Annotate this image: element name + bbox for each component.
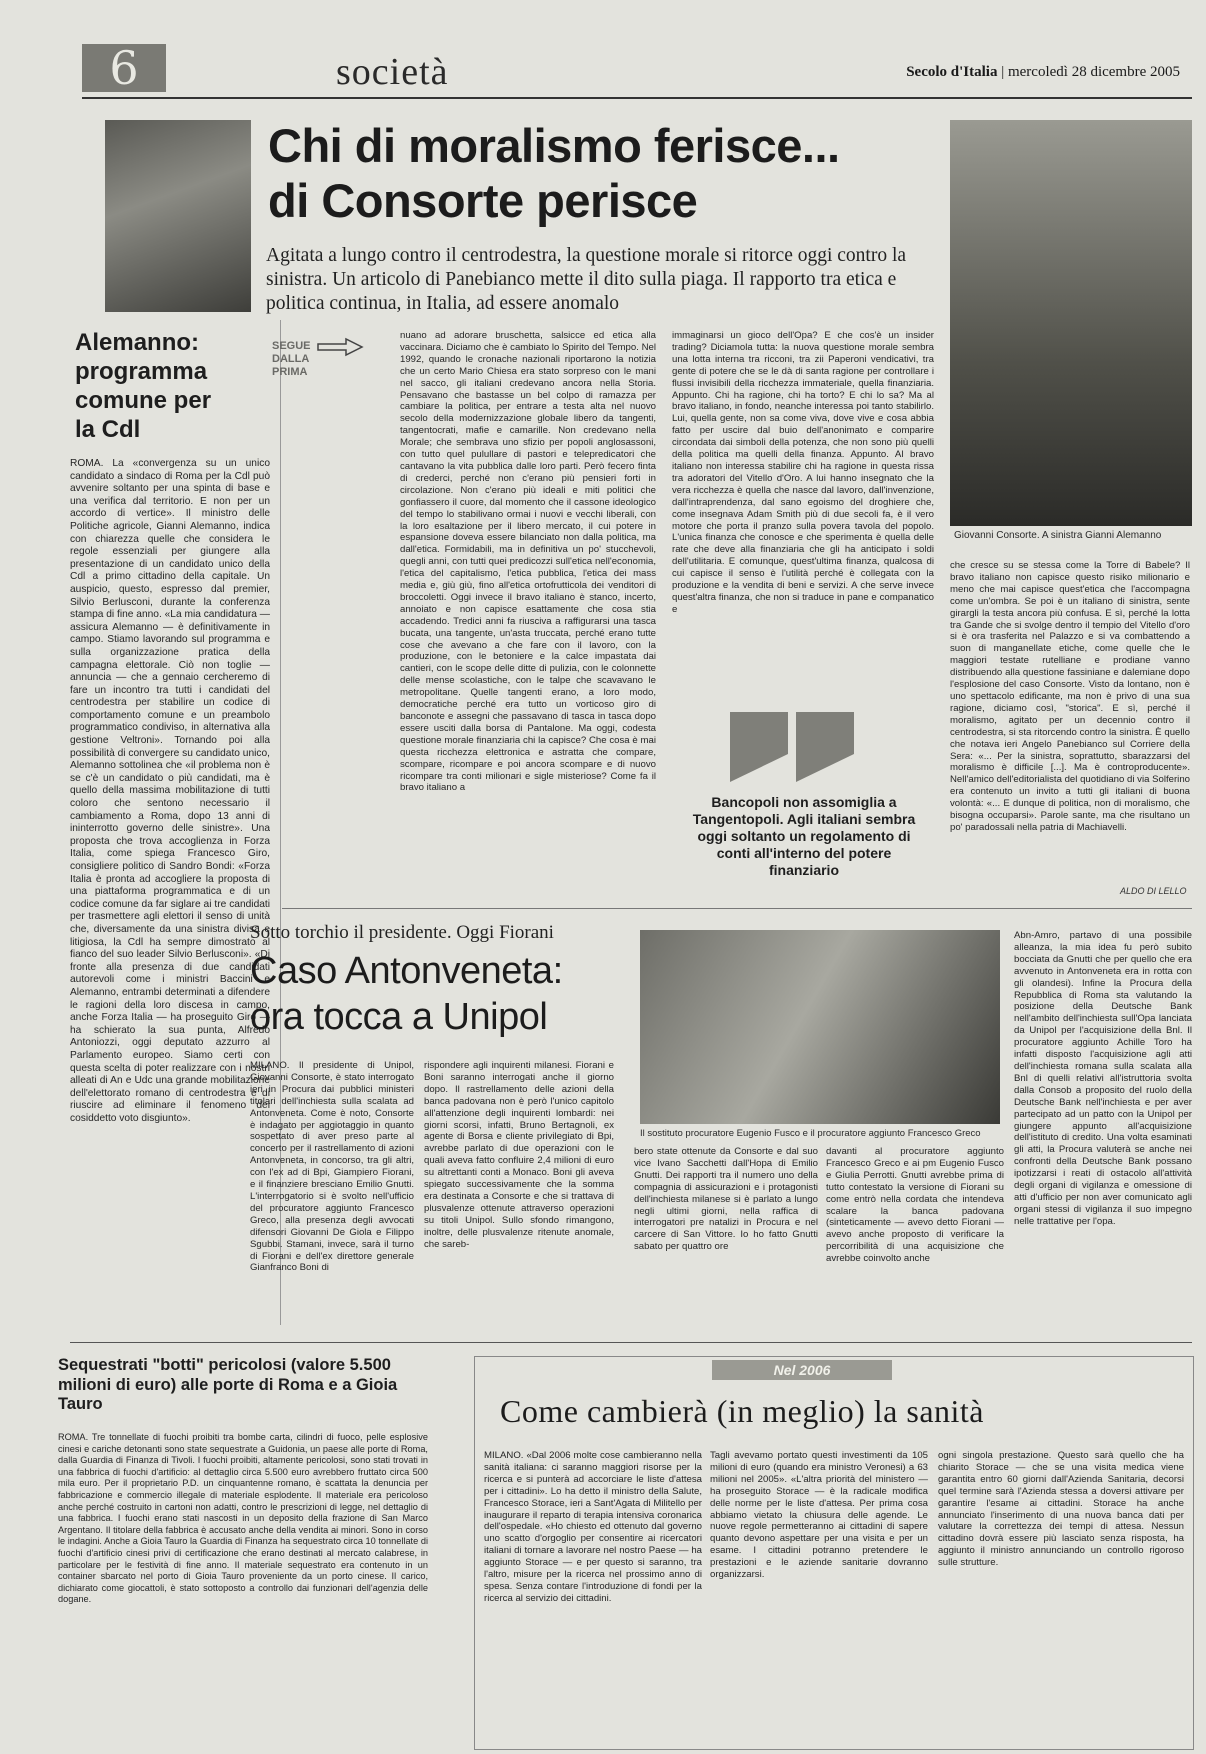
main-story-col2: immaginarsi un gioco dell'Opa? E che cos'è un insider trading? Diciamola tutta: la nuova questione morale sembra una lotta interna tra ricconi, tra zii Paperoni vendicativi, tra gente di potere che se le dà di santa ragione per controllare i flussi invisibili della ricchezza immateriale, quella finanziaria. Appunto. Chi ha ragione, chi ha torto? E chi lo sa? Ma al bravo italiano, in fondo, neanche interessa poi tanto stabilirlo. Lui, quella gente, non sa come viva, dove vive e cosa abbia fatto per uscire dal buio dell'anonimato e comparire circondata dai simboli della potenza, che non sono più quelli della politica ma quelli della finanza. Appunto. Al bravo italiano non interessa stabilire chi ha ragione in questa rissa tra adoratori del Vitello d'Oro. A lui hanno insegnato che la vera ricchezza è quella che nasce dal lavoro, dall'invenzione, dall'intraprendenza, dal sano egoismo del droghiere che, come insegnava Adam Smith più di due secoli fa, è il vero motore che porta il pranzo sulla povera tavola del popolo. L'unica finanza che conosce e che sperimenta è quella delle rate che deve alla finanziaria che gli ha anticipato i soldi dell'utilitaria. E comunque, quest'ultima finanza, qualcosa di cui capisce il senso è l'utilità perché è collegata con la produzione e la vendita di beni e servizi. A che serve invece quest'altra finanza, che non si traduce in pane e companatico e bbox=[672, 330, 934, 615]
main-story-col1: nuano ad adorare bruschetta, salsicce ed etica alla vaccinara. Diciamo che è cambiato lo Spirito del Tempo. Nel 1992, quando le cronache nazionali riportarono la notizia che un certo Mario Chiesa era stato sorpreso con le mani nel sacco, gli italiani credevano ancora nella Storia. Pensavano che bastasse un bel colpo di ramazza per cambiare la politica, per entrare a testa alta nel nuovo secolo della modernizzazione globale libero da tangenti, tangentocrati, mafie e camarille. Non credevano nella Morale; che sembrava uno sfizio per popoli anglosassoni, con tutto quel pulullare di pastori e telepredicatori che cantavano la vita pubblica dalle loro parti. Però fecero finta di crederci, perché non c'erano più pensieri forti in circolazione. Non c'erano più ideali e miti politici che gonfiassero il cuore, dal momento che il cassone ideologico del tempo lo stabilivano ormai i nuovi e vecchi liberali, con la loro esaltazione per il libero mercato, il cui potere in espansione doveva essere bilanciato non dalla politica, ma dall'etica. Formidabili, ma in definitiva un po' stucchevoli, quegli anni, con tutti quei predicozzi sull'etica nell'economia, l'etica del capitalismo, l'etica pubblica, l'etica dei mass media e, giù giù, fino all'etica ortofrutticola dei venditori di broccoletti. Oggi invece il bravo italiano è stanco, incerto, annoiato e non capisce esattamente che cosa stia accadendo. Tredici anni fa riusciva a raffigurarsi una tasca bucata, una tangente, un'asta truccata, perché erano tutte cose che avevano a che fare con il lavoro, con la produzione, con le betoniere e la calce impastata dai cantieri, con le scope delle ditte di pulizia, con le colonnette delle mense scolastiche, con le talpe che scavavano le metropolitane. Quelle tangenti erano, a loro modo, democratiche perché era tutto un vorticoso giro di banconote e assegni che passavano di tasca in tasca dopo essere usciti dalla borsa di Pantalone. Ma oggi, codesta questione morale finanziaria chi la capisce? Che cosa è mai questa ricchezza elettronica e astratta che compare, scompare, ricompare e poi ancora scompare e di nuovo ricompare tra conti milionari e sigle misteriose? Come fa il bravo italiano a bbox=[400, 330, 656, 794]
health-col2: Tagli avevamo portato questi investimenti da 105 milioni di euro (quando era ministro Veronesi) a 63 milioni nel 2005». «L'altra priorità del ministero — ha proseguito Storace — è la radicale modifica delle norme per le liste d'attesa. Per prima cosa abbiamo vietato la chiusura delle agende. Le nuove regole permetteranno ai cittadini di sapere quanto devono aspettare per una visita e per un esame. I cittadini potranno pretendere le prestazioni e le aziende sanitarie dovranno organizzarsi. bbox=[710, 1450, 928, 1581]
main-headline-line2: di Consorte perisce bbox=[268, 174, 698, 227]
follow-label: SEGUE DALLA PRIMA bbox=[272, 340, 311, 378]
masthead-divider: | bbox=[1001, 64, 1008, 80]
follow-arrow-icon bbox=[316, 336, 364, 358]
prosecutors-photo-caption: Il sostituto procuratore Eugenio Fusco e il procuratore aggiunto Francesco Greco bbox=[640, 1128, 981, 1139]
consorte-photo bbox=[950, 120, 1192, 526]
paper-name: Secolo d'Italia bbox=[906, 64, 998, 80]
health-tag: Nel 2006 bbox=[712, 1360, 892, 1380]
consorte-photo-caption: Giovanni Consorte. A sinistra Gianni Alemanno bbox=[954, 530, 1162, 541]
health-col3: ogni singola prestazione. Questo sarà quello che ha chiarito Storace — che se una visita medica viene garantita entro 60 giorni dall'Azienda Sanitaria, decorsi quel termine sarà l'Azienda stessa a doversi attivare per garantire l'esame ai cittadini. Storace ha anche annunciato l'inserimento di una nuova banca dati per valutare la correttezza dei tempi di attesa. Nessun cittadino dovrà essere più lasciato senza risposta, ha aggiunto il ministro annunciando un controllo rigoroso sulle strutture. bbox=[938, 1450, 1184, 1569]
page-number: 6 bbox=[82, 44, 166, 92]
section-title: società bbox=[336, 51, 449, 93]
fireworks-headline: Sequestrati "botti" pericolosi (valore 5.500 milioni di euro) alle porte di Roma e a Gioia Tauro bbox=[58, 1356, 398, 1413]
antonveneta-headline-line1: Caso Antonveneta: bbox=[250, 950, 563, 992]
left-story-body: ROMA. La «convergenza su un unico candidato a sindaco di Roma per la Cdl può avvenire soltanto per una spinta di base e una verifica dal territorio. E non per un accordo di vertice». Il ministro delle Politiche agricole, Gianni Alemanno, indica con chiarezza quelle che considera le regole essenziali per giungere alla presentazione di un candidato unico della Cdl a primo cittadino della capitale. Un auspicio, questo, espresso dal premier, Silvio Berlusconi, durante la conferenza stampa di fine anno. «La mia candidatura — assicura Alemanno — è definitivamente in campo. Stiamo lavorando sul programma e sulla organizzazione pratica della campagna elettorale. Ciò non toglie — annuncia — che a gennaio cercheremo di fare un incontro tra tutti i candidati del centrodestra per stabilire un codice di comportamento comune e un preambolo programmatico condiviso, in alternativa alla gestione Veltroni». Tornando poi alla possibilità di convergere su candidato unico, Alemanno sottolinea che «il problema non è se c'è un candidato o più candidati, ma è quello della massima mobilitazione di tutti coloro che sentono necessario il cambiamento a Roma, dopo 13 anni di ininterrotto governo delle sinistre». Una proposta che trova accoglienza in Forza Italia, come spiega Francesco Giro, consigliere politico di Sandro Bondi: «Forza Italia è pronta ad accogliere la proposta di una piattaforma programmatica e di un codice comune da far siglare ai tre candidati per trasmettere agli elettori il senso di unità che, diversamente da una sinistra divisa e litigiosa, la Cdl ha sempre dimostrato al fianco del suo leader Silvio Berlusconi». «Di fronte alla presenza di due candidati autorevoli come i ministri Baccini e Alemanno, entrambi determinati a difendere le ragioni della loro discesa in campo, anche Forza Italia — ha proseguito Giro — ha schierato la sua punta, Alfredo Antoniozzi, oggi deputato azzurro al Parlamento europeo. Siamo certi con questa scelta di poter realizzare con i nostri alleati di An e Udc una grande mobilitazione dell'elettorato romano di centrodestra e di riuscire ad eliminare il fenomeno del cosiddetto voto disgiunto». bbox=[70, 458, 270, 1124]
antonveneta-headline-line2: ora tocca a Unipol bbox=[250, 996, 548, 1038]
health-col1: MILANO. «Dal 2006 molte cose cambieranno nella sanità italiana: ci saranno maggiori risorse per la ricerca e si punterà ad accorciare le liste d'attesa per i cittadini». Lo ha detto il ministro della Salute, Francesco Storace, ieri a Sant'Agata di Militello per inaugurare il reparto di terapia intensiva coronarica dell'ospedale. «Ho chiesto ed ottenuto dal governo uno scatto d'orgoglio per consentire ai ricercatori italiani di tornare a lavorare nel nostro Paese — ha aggiunto Storace — e per questo si saranno, tra l'altro, misure per la ricerca nel prossimo anno di spesa. Senza contare l'introduzione di fondi per la ricerca al servizio dei cittadini. bbox=[484, 1450, 702, 1604]
quote-mark-icon-2 bbox=[796, 712, 854, 782]
main-headline-line1: Chi di moralismo ferisce... bbox=[268, 119, 840, 172]
main-story-col3: che cresce su se stessa come la Torre di Babele? Il bravo italiano non capisce questo risiko milionario e meno che mai capisce quest'etica che l'accompagna come un'ombra. Se poi è un italiano di sinistra, sente girargli la testa ancora più confusa. E sì, perché la lotta tra Gande che si svolge dentro il tempio del Vitello d'oro si è ora trasferita nel Palazzo e si va combattendo a suon di manganellate etiche, come quelle che le maggiori testate rutelliane e prodiane vanno distribuendo alla questione fassiniane e dalemiane dopo l'esplosione del caso Consorte. Visto da lontano, non è uno spettacolo edificante, ma non è privo di una sua ragione, diciamo così, "storica". E sì, perché il moralismo, agitato per un decennio contro il centrodestra, si sta ritorcendo contro la sinistra. È quello che notava ieri Angelo Panebianco sul Corriere della Sera: «... Per la sinistra, soprattutto, sbarazzarsi del moralismo è difficile [...]. Ma è controproducente». Nell'amico dell'editorialista del quotidiano di via Solferino era contenuto un invito a tutti gli italiani di buona volontà: «... E dunque di politica, non di moralismo, che bisogna occuparsi». Parole sante, ma che risultano un po' paradossali nella patria di Machiavelli. bbox=[950, 560, 1190, 833]
prosecutors-photo bbox=[640, 930, 1000, 1124]
main-headline bbox=[268, 118, 948, 228]
quote-mark-icon bbox=[730, 712, 788, 782]
health-headline: Come cambierà (in meglio) la sanità bbox=[500, 1393, 984, 1429]
left-headline: Alemanno: programma comune per la Cdl bbox=[75, 329, 212, 443]
antonveneta-kicker: Sotto torchio il presidente. Oggi Fiorani bbox=[250, 922, 554, 943]
pullquote: Bancopoli non assomiglia a Tangentopoli. Agli italiani sembra oggi soltanto un regolamento di conti all'interno del potere finanziario bbox=[692, 794, 916, 878]
antonveneta-col4: davanti al procuratore aggiunto Francesco Greco e ai pm Eugenio Fusco e Giulia Perrotti. Gnutti avrebbe prima di tutto contestato la versione di Fiorani su come entrò nella cordata che intendeva scalare la banca padovana (sinteticamente — avevo detto Fiorani — avevo anche proposto di verificare la percorribilità di una acquisizione che avrebbe coinvolto anche bbox=[826, 1146, 1004, 1265]
antonveneta-col3: bero state ottenute da Consorte e dal suo vice Ivano Sacchetti dall'Hopa di Emilio Gnutti. Dei rapporti tra il numero uno della compagnia di assicurazioni e i protagonisti dell'inchiesta milanese si è parlato a lungo negli ultimi giorni, nella raffica di interrogatori pre natalizi in Procura e nel carcere di San Vittore. Io ho fatto Gnutti sabato per quattro ore bbox=[634, 1146, 818, 1253]
bottom-divider bbox=[70, 1342, 1192, 1343]
header-rule bbox=[82, 97, 1192, 99]
antonveneta-col2: rispondere agli inquirenti milanesi. Fiorani e Boni saranno interrogati anche il giorno dopo. Il rastrellamento delle azioni della banca padovana non è però l'unico capitolo all'attenzione degli inquirenti lombardi: nei giorni scorsi, infatti, Bruno Bertagnoli, ex agente di Borsa e cliente privilegiato di Bpi, avrebbe parlato di due operazioni con le quali aveva fatto confluire 2,4 milioni di euro su altrettanti conti a Monaco. Boni gli aveva spiegato successivamente che la somma era destinata a Consorte e che si trattava di plusvalenze ottenute attraverso operazioni su titoli Unipol. Sullo sfondo rimangono, inoltre, delle plusvalenze ritenute anomale, che sareb- bbox=[424, 1060, 614, 1250]
masthead bbox=[906, 64, 1180, 81]
section-divider bbox=[282, 908, 1192, 909]
fireworks-body: ROMA. Tre tonnellate di fuochi proibiti tra bombe carta, cilindri di fuoco, pelle esplosive cinesi e cariche detonanti sono state sequestrate a Guidonia, un paese alle porte di Roma, dalla Guardia di Finanza di Tivoli. I fuochi proibiti, altamente pericolosi, sono stati trovati in una fabbrica di fuochi d'artificio: al dettaglio circa 5.500 euro avrebbero fruttato circa 500 mila euro. Per il proprietario P.D. un cinquantenne romano, è scattata la denuncia per fabbricazione e commercio illegale di materiale esplodente. Il materiale era pericoloso anche perché costruito in cartoni non adatti, contro le prescrizioni di legge, nel dettaglio di una fabbrica. I fuochi erano stati nascosti in un deposito della frazione di San Marco Argentano. Il titolare della fabbrica è accusato anche della vendita ai minori. Sono in corso le indagini. Anche a Gioia Tauro la Guardia di Finanza ha sequestrato circa 10 tonnellate di fuochi d'artificio cinesi privi di certificazione che erano destinati al mercato calabrese, in particolare per le festività di fine anno. Il materiale sequestrato era contenuto in un container sbarcato nel porto di Gioia Tauro proveniente da un porto cinese. Il carico, dichiarato come giocattoli, è stato sottoposto a controllo dai funzionari dell'agenzia delle dogane. bbox=[58, 1432, 428, 1605]
main-deck: Agitata a lungo contro il centrodestra, la questione morale si ritorce oggi contro la sinistra. Un articolo di Panebianco mette il dito sulla piaga. Il rapporto tra etica e politica continua, in Italia, ad essere anomalo bbox=[266, 245, 907, 314]
antonveneta-col5: Abn-Amro, partavo di una possibile alleanza, la mia idea fu però subito bocciata da Gnutti che per quello che era avvenuto in Antonveneta era in rotta con gli olandesi). Infine la Procura della Repubblica di Roma sta valutando la posizione della Deutsche Bank nell'ambito dell'inchiesta sull'Opa lanciata da Unipol per l'acquisizione della Bnl. Il procuratore aggiunto Achille Toro ha infatti disposto l'acquisizione agli atti dell'inchiesta romana sulla scalata alla Bnl di quelli relativi all'istruttoria svolta dalla Consob a proposito del ruolo della Deutsche Bank nell'inchiesta e per aver partecipato ad un patto con la Unipol per giungere appunto all'acquisizione dell'istituto di credito. Una volta esaminati gli atti, la Procura valuterà se anche nei confronti della Deutsche Bank possano ipotizzarsi i reati di ostacolo all'attività degli organi di vigilanza e omessione di atti d'ufficio per non aver comunicato agli organi stessi di vigilanza il suo impegno nelle trattative per l'opa. bbox=[1014, 930, 1192, 1227]
main-byline: ALDO DI LELLO bbox=[1120, 886, 1187, 896]
antonveneta-headline bbox=[250, 948, 630, 1040]
issue-date: mercoledì 28 dicembre 2005 bbox=[1007, 64, 1180, 80]
antonveneta-col1: MILANO. Il presidente di Unipol, Giovanni Consorte, è stato interrogato ieri in Procura dai pubblici ministeri titolari dell'inchiesta sulla scalata ad Antonveneta. Come è noto, Consorte è indagato per aggiotaggio in quanto sospettato di aver preso parte al concerto per il rastrellamento di azioni Antonveneta, in concorso, tra gli altri, con l'ex ad di Bpi, Giampiero Fiorani, e il finanziere bresciano Emilio Gnutti. L'interrogatorio si è svolto nell'ufficio del procuratore aggiunto Francesco Greco, alla presenza degli avvocati difensori Giovanni De Giola e Filippo Sgubbi. Stamani, invece, sarà il turno di Fiorani e dell'ex direttore generale Gianfranco Boni di bbox=[250, 1060, 414, 1274]
alemanno-photo bbox=[105, 120, 251, 312]
